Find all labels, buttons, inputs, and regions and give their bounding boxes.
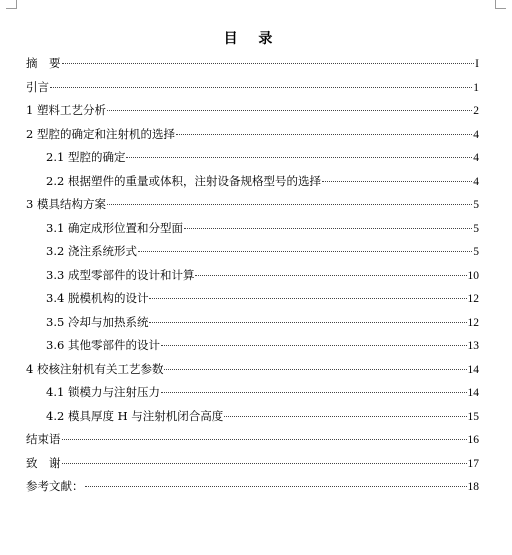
toc-leader-dots: [161, 392, 467, 393]
toc-leader-dots: [195, 275, 466, 276]
toc-entry-section-4-1[interactable]: [26, 381, 479, 405]
toc-entry-acknowledgements[interactable]: [26, 452, 479, 476]
toc-leader-dots: [149, 298, 466, 299]
toc-leader-dots: [126, 157, 472, 158]
toc-entry-section-3-6[interactable]: [26, 334, 479, 358]
toc-entry-text: 4.1 锁模力与注射压力: [46, 385, 160, 399]
toc-leader-dots: [62, 63, 475, 64]
toc-leader-dots: [85, 486, 467, 487]
toc-entry-page: 12: [467, 316, 479, 329]
toc-entry-section-3-1[interactable]: [26, 217, 479, 241]
toc-leader-dots: [224, 416, 466, 417]
toc-entry-text: 3.4 脱模机构的设计: [46, 291, 149, 305]
toc-entry-text: 2 型腔的确定和注射机的选择: [26, 126, 175, 141]
toc-entry-section-2-2[interactable]: [26, 170, 479, 194]
toc-title: 目 录: [223, 31, 281, 47]
toc-entry-text: 4.2 模具厚度 H 与注射机闭合高度: [46, 408, 224, 423]
toc-entry-chapter-4[interactable]: [26, 358, 479, 382]
toc-leader-dots: [107, 110, 472, 111]
toc-entry-page: 17: [467, 457, 479, 470]
toc-entry-text: 致 谢: [26, 455, 61, 470]
toc-leader-dots: [161, 345, 467, 346]
toc-leader-dots: [62, 463, 467, 464]
toc-entry-text: 结束语: [26, 432, 61, 446]
page-corner-mark-right: [495, 0, 506, 9]
toc-leader-dots: [107, 204, 472, 205]
toc-entry-page: 1: [473, 81, 479, 94]
toc-entry-page: 10: [467, 269, 479, 282]
toc-entry-references[interactable]: [26, 475, 479, 499]
toc-entry-page: 18: [467, 481, 479, 493]
toc-leader-dots: [50, 87, 472, 88]
toc-entry-section-4-2[interactable]: [26, 405, 479, 429]
toc-entry-introduction[interactable]: [26, 76, 479, 100]
toc-entry-text: 2.2 根据塑件的重量或体积，注射设备规格型号的选择: [46, 173, 321, 188]
toc-entry-chapter-2[interactable]: [26, 123, 479, 147]
toc-entry-page: 5: [473, 222, 479, 235]
toc-entry-page: 4: [473, 175, 479, 188]
toc-entry-text: 参考文献：: [26, 479, 84, 493]
toc-entry-text: 引言: [26, 79, 49, 94]
toc-entry-text: 3.3 成型零部件的设计和计算: [46, 267, 195, 282]
toc-entry-page: 13: [467, 340, 479, 352]
toc-entry-text: 2.1 型腔的确定: [46, 150, 126, 164]
toc-entry-chapter-1[interactable]: [26, 99, 479, 123]
toc-entry-text: 摘 要: [26, 56, 61, 70]
toc-entry-page: I: [475, 58, 479, 70]
toc-entry-page: 2: [473, 105, 479, 117]
toc-leader-dots: [138, 251, 472, 252]
toc-entry-page: 16: [467, 434, 479, 446]
toc-entry-section-3-2[interactable]: [26, 240, 479, 264]
toc-entry-abstract[interactable]: [26, 52, 479, 76]
toc-entry-page: 5: [473, 246, 479, 258]
toc-entry-section-3-3[interactable]: [26, 264, 479, 288]
toc-entry-section-3-5[interactable]: [26, 311, 479, 335]
toc-leader-dots: [62, 439, 467, 440]
toc-list: [26, 52, 479, 499]
toc-entry-page: 15: [467, 410, 479, 423]
toc-leader-dots: [322, 181, 472, 182]
page-corner-mark-left: [6, 0, 17, 9]
toc-entry-text: 4 校核注射机有关工艺参数: [26, 361, 164, 376]
toc-entry-section-2-1[interactable]: [26, 146, 479, 170]
toc-entry-chapter-3[interactable]: [26, 193, 479, 217]
toc-leader-dots: [184, 228, 472, 229]
toc-entry-section-3-4[interactable]: [26, 287, 479, 311]
toc-entry-text: 3.5 冷却与加热系统: [46, 314, 149, 329]
toc-entry-page: 4: [473, 152, 479, 164]
toc-leader-dots: [176, 134, 472, 135]
toc-entry-text: 1 塑料工艺分析: [26, 103, 106, 117]
toc-entry-conclusion[interactable]: [26, 428, 479, 452]
toc-entry-text: 3.6 其他零部件的设计: [46, 338, 160, 352]
toc-entry-page: 4: [473, 128, 479, 141]
toc-leader-dots: [164, 369, 466, 370]
toc-leader-dots: [149, 322, 466, 323]
toc-entry-text: 3 模具结构方案: [26, 197, 106, 211]
toc-entry-page: 5: [473, 199, 479, 211]
toc-entry-page: 12: [467, 293, 479, 305]
toc-entry-text: 3.2 浇注系统形式: [46, 244, 137, 258]
toc-entry-page: 14: [467, 363, 479, 376]
toc-entry-text: 3.1 确定成形位置和分型面: [46, 220, 183, 235]
toc-entry-page: 14: [467, 387, 479, 399]
